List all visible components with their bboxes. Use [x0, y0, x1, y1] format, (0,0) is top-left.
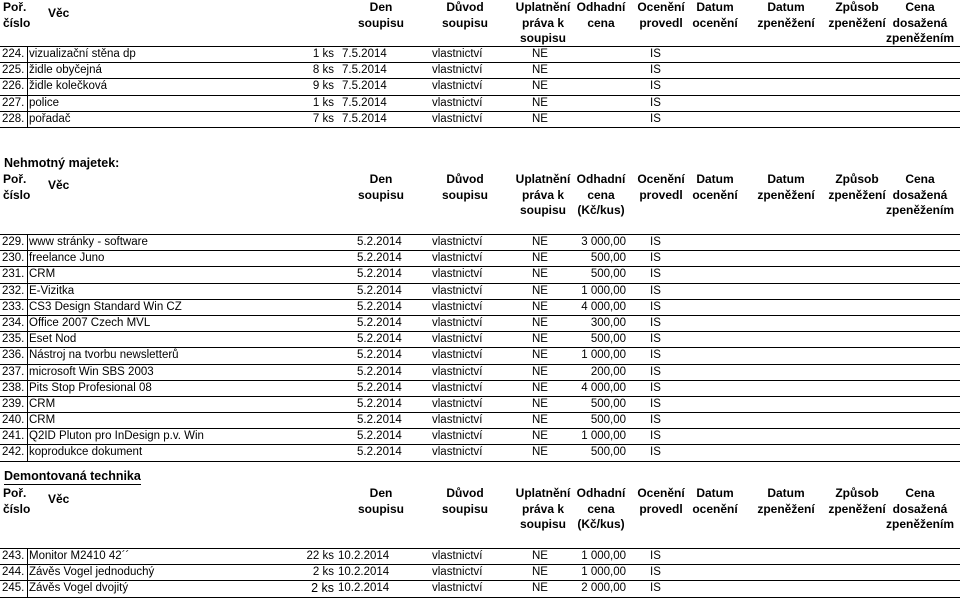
cell-date: 5.2.2014	[357, 446, 402, 459]
column-divider	[27, 235, 28, 250]
cell-price: 500,00	[590, 446, 626, 459]
cell-reason: vlastnictví	[432, 397, 483, 410]
cell-date: 5.2.2014	[357, 284, 402, 297]
table-rows	[0, 549, 960, 598]
cell-item: židle obyčejná	[29, 64, 102, 77]
cell-claim: NE	[532, 268, 548, 281]
cell-date: 7.5.2014	[342, 80, 387, 93]
table-row	[0, 235, 960, 251]
header-price: Cena dosažená zpeněžením	[885, 0, 954, 45]
cell-claim: NE	[532, 381, 548, 394]
header-reason: Důvod soupisu	[441, 486, 488, 516]
column-divider	[27, 413, 28, 428]
cell-val: IS	[650, 48, 661, 60]
section-title-dismantled: Demontovaná technika	[4, 469, 141, 483]
cell-val: IS	[650, 96, 661, 109]
cell-claim: NE	[532, 365, 548, 378]
cell-reason: vlastnictví	[432, 64, 483, 77]
header-method: Způsob zpeněžení	[828, 0, 886, 30]
cell-no: 229.	[2, 236, 25, 248]
cell-no: 224.	[2, 48, 25, 60]
cell-no: 235.	[2, 333, 25, 346]
cell-val: IS	[650, 300, 661, 313]
cell-claim: NE	[532, 300, 548, 313]
cell-val: IS	[650, 566, 661, 579]
cell-no: 228.	[2, 112, 25, 125]
table-row	[0, 565, 960, 581]
cell-reason: vlastnictví	[432, 300, 483, 313]
table-row	[0, 112, 960, 128]
cell-item: CRM	[29, 414, 56, 427]
cell-item: CRM	[29, 268, 56, 281]
table-row	[0, 63, 960, 79]
cell-item: www stránky - software	[29, 236, 148, 248]
column-divider	[27, 96, 28, 111]
cell-claim: NE	[532, 112, 548, 125]
cell-no: 232.	[2, 284, 25, 297]
cell-val: IS	[650, 268, 661, 281]
cell-item: freelance Juno	[29, 252, 105, 265]
header-claim: Uplatnění práva k soupisu	[515, 0, 571, 45]
table-row	[0, 96, 960, 112]
header-valuation: Ocenění provedl	[637, 0, 685, 30]
cell-val: IS	[650, 381, 661, 394]
column-divider	[27, 316, 28, 331]
cell-val: IS	[650, 64, 661, 77]
cell-item: židle kolečková	[29, 80, 107, 93]
cell-price: 1 000,00	[581, 349, 626, 362]
header-reason: Důvod soupisu	[441, 0, 488, 30]
table-row	[0, 549, 960, 565]
cell-reason: vlastnictví	[432, 252, 483, 265]
cell-price: 1 000,00	[581, 430, 626, 443]
header-price: Cena dosažená zpeněžením	[885, 486, 954, 531]
cell-claim: NE	[532, 252, 548, 265]
cell-date: 5.2.2014	[357, 316, 402, 329]
cell-item: Office 2007 Czech MVL	[29, 316, 151, 329]
cell-reason: vlastnictví	[432, 80, 483, 93]
cell-reason: vlastnictví	[432, 566, 483, 579]
table-row	[0, 316, 960, 332]
cell-claim: NE	[532, 446, 548, 459]
cell-no: 241.	[2, 430, 25, 443]
header-no: Poř. číslo	[3, 172, 31, 202]
header-val-date: Datum ocenění	[692, 0, 738, 30]
table-row	[0, 284, 960, 300]
cell-qty: 1 ks	[312, 48, 334, 60]
cell-reason: vlastnictví	[432, 284, 483, 297]
cell-item: Eset Nod	[29, 333, 77, 346]
cell-no: 225.	[2, 64, 25, 77]
cell-price: 300,00	[590, 316, 626, 329]
cell-date: 5.2.2014	[357, 252, 402, 265]
cell-qty: 9 ks	[312, 80, 334, 93]
cell-no: 244.	[2, 566, 25, 579]
cell-claim: NE	[532, 64, 548, 77]
cell-claim: NE	[532, 48, 548, 60]
cell-reason: vlastnictví	[432, 365, 483, 378]
cell-claim: NE	[532, 430, 548, 443]
cell-price: 1 000,00	[581, 566, 626, 579]
cell-qty: 7 ks	[312, 112, 334, 125]
cell-date: 5.2.2014	[357, 397, 402, 410]
header-sale-date: Datum zpeněžení	[757, 0, 815, 30]
cell-item: police	[29, 96, 60, 109]
column-divider	[27, 581, 28, 596]
header-reason: Důvod soupisu	[441, 172, 488, 202]
cell-item: Pits Stop Profesional 08	[29, 381, 152, 394]
cell-price: 500,00	[590, 268, 626, 281]
table-row	[0, 413, 960, 429]
column-divider	[27, 300, 28, 315]
cell-claim: NE	[532, 316, 548, 329]
header-method: Způsob zpeněžení	[828, 486, 886, 516]
cell-price: 1 000,00	[581, 284, 626, 297]
cell-reason: vlastnictví	[432, 112, 483, 125]
cell-reason: vlastnictví	[432, 430, 483, 443]
cell-price: 2 000,00	[581, 582, 626, 595]
table-header	[0, 172, 960, 235]
cell-date: 5.2.2014	[357, 268, 402, 281]
header-item: Věc	[48, 492, 70, 506]
column-divider	[27, 429, 28, 444]
cell-no: 242.	[2, 446, 25, 459]
cell-reason: vlastnictví	[432, 316, 483, 329]
table-row	[0, 267, 960, 283]
cell-claim: NE	[532, 333, 548, 346]
table-row	[0, 332, 960, 348]
cell-item: CRM	[29, 397, 56, 410]
cell-item: Q2ID Pluton pro InDesign p.v. Win	[29, 430, 204, 443]
column-divider	[27, 549, 28, 564]
cell-item: Závěs Vogel dvojitý	[29, 582, 129, 595]
cell-claim: NE	[532, 236, 548, 248]
header-valuation: Ocenění provedl	[637, 486, 685, 516]
cell-reason: vlastnictví	[432, 349, 483, 362]
header-claim: Uplatnění práva k soupisu	[515, 486, 571, 531]
cell-claim: NE	[532, 349, 548, 362]
table-row	[0, 397, 960, 413]
cell-price: 200,00	[590, 365, 626, 378]
cell-date: 5.2.2014	[357, 414, 402, 427]
section-title-intangible: Nehmotný majetek:	[4, 156, 120, 170]
cell-date: 7.5.2014	[342, 112, 387, 125]
column-divider	[27, 565, 28, 580]
cell-date: 10.2.2014	[338, 566, 390, 579]
column-divider	[27, 267, 28, 282]
table-row	[0, 381, 960, 397]
cell-price: 1 000,00	[581, 550, 626, 562]
table-row	[0, 348, 960, 364]
header-no: Poř. číslo	[3, 0, 31, 30]
cell-item: vizualizační stěna dp	[29, 48, 136, 60]
dismantled-equipment-section	[0, 486, 960, 598]
column-divider	[27, 348, 28, 363]
header-estimate-unit: Odhadní cena (Kč/kus)	[576, 486, 626, 531]
cell-no: 239.	[2, 397, 25, 410]
cell-item: microsoft Win SBS 2003	[29, 365, 154, 378]
header-sale-date: Datum zpeněžení	[757, 172, 815, 202]
cell-item: pořadač	[29, 112, 71, 125]
cell-date: 5.2.2014	[357, 300, 402, 313]
cell-val: IS	[650, 80, 661, 93]
cell-date: 5.2.2014	[357, 381, 402, 394]
header-estimate: Odhadní cena	[576, 0, 626, 30]
cell-price: 4 000,00	[581, 381, 626, 394]
header-estimate-unit: Odhadní cena (Kč/kus)	[576, 172, 626, 217]
cell-reason: vlastnictví	[432, 550, 483, 562]
cell-reason: vlastnictví	[432, 268, 483, 281]
table-row	[0, 47, 960, 63]
cell-date: 5.2.2014	[357, 365, 402, 378]
header-date: Den soupisu	[357, 486, 404, 516]
header-sale-date: Datum zpeněžení	[757, 486, 815, 516]
cell-date: 7.5.2014	[342, 64, 387, 77]
cell-price: 3 000,00	[581, 236, 626, 248]
column-divider	[27, 63, 28, 78]
cell-val: IS	[650, 365, 661, 378]
cell-qty: 2 ks	[311, 581, 334, 596]
cell-date: 10.2.2014	[338, 582, 390, 595]
column-divider	[27, 79, 28, 94]
cell-date: 5.2.2014	[357, 430, 402, 443]
cell-val: IS	[650, 333, 661, 346]
cell-date: 7.5.2014	[342, 48, 387, 60]
table-row	[0, 251, 960, 267]
cell-no: 238.	[2, 381, 25, 394]
header-no: Poř. číslo	[3, 486, 31, 516]
cell-reason: vlastnictví	[432, 381, 483, 394]
header-method: Způsob zpeněžení	[828, 172, 886, 202]
column-divider	[27, 397, 28, 412]
cell-val: IS	[650, 112, 661, 125]
cell-qty: 22 ks	[306, 550, 334, 562]
cell-item: Nástroj na tvorbu newsletterů	[29, 349, 179, 362]
cell-no: 231.	[2, 268, 25, 281]
cell-val: IS	[650, 550, 661, 562]
table-header	[0, 0, 960, 47]
header-valuation: Ocenění provedl	[637, 172, 685, 202]
cell-no: 227.	[2, 96, 25, 109]
cell-item: Monitor M2410 42´´	[29, 550, 130, 562]
cell-item: CS3 Design Standard Win CZ	[29, 300, 182, 313]
column-divider	[27, 445, 28, 460]
cell-val: IS	[650, 236, 661, 248]
column-divider	[27, 251, 28, 266]
cell-price: 500,00	[590, 252, 626, 265]
header-date: Den soupisu	[357, 0, 404, 30]
cell-val: IS	[650, 397, 661, 410]
cell-reason: vlastnictví	[432, 96, 483, 109]
cell-no: 234.	[2, 316, 25, 329]
cell-reason: vlastnictví	[432, 48, 483, 60]
cell-claim: NE	[532, 284, 548, 297]
cell-reason: vlastnictví	[432, 236, 483, 248]
cell-no: 230.	[2, 252, 25, 265]
cell-claim: NE	[532, 397, 548, 410]
cell-claim: NE	[532, 582, 548, 595]
table-header	[0, 486, 960, 549]
cell-claim: NE	[532, 80, 548, 93]
movable-assets-section	[0, 0, 960, 128]
cell-no: 236.	[2, 349, 25, 362]
cell-qty: 8 ks	[312, 64, 334, 77]
cell-reason: vlastnictví	[432, 446, 483, 459]
cell-claim: NE	[532, 414, 548, 427]
table-rows	[0, 235, 960, 462]
header-price: Cena dosažená zpeněžením	[885, 172, 954, 217]
table-row	[0, 300, 960, 316]
header-item: Věc	[48, 178, 70, 192]
cell-price: 500,00	[590, 414, 626, 427]
header-date: Den soupisu	[357, 172, 404, 202]
column-divider	[27, 284, 28, 299]
table-rows	[0, 47, 960, 128]
cell-qty: 1 ks	[312, 96, 334, 109]
cell-reason: vlastnictví	[432, 414, 483, 427]
cell-date: 7.5.2014	[342, 96, 387, 109]
cell-no: 237.	[2, 365, 25, 378]
table-row	[0, 429, 960, 445]
cell-val: IS	[650, 582, 661, 595]
cell-price: 4 000,00	[581, 300, 626, 313]
column-divider	[27, 112, 28, 127]
header-item: Věc	[48, 6, 70, 20]
table-row	[0, 79, 960, 95]
cell-item: E-Vizitka	[29, 284, 75, 297]
cell-date: 5.2.2014	[357, 349, 402, 362]
header-val-date: Datum ocenění	[692, 486, 738, 516]
cell-no: 243.	[2, 550, 25, 562]
cell-no: 233.	[2, 300, 25, 313]
table-row	[0, 365, 960, 381]
cell-date: 5.2.2014	[357, 333, 402, 346]
table-row	[0, 581, 960, 597]
column-divider	[27, 47, 28, 62]
cell-val: IS	[650, 414, 661, 427]
cell-val: IS	[650, 252, 661, 265]
cell-val: IS	[650, 446, 661, 459]
cell-date: 10.2.2014	[338, 550, 390, 562]
table-row	[0, 445, 960, 461]
cell-val: IS	[650, 349, 661, 362]
cell-item: Závěs Vogel jednoduchý	[29, 566, 155, 579]
cell-no: 245.	[2, 582, 25, 595]
header-claim: Uplatnění práva k soupisu	[515, 172, 571, 217]
cell-reason: vlastnictví	[432, 582, 483, 595]
cell-val: IS	[650, 430, 661, 443]
cell-item: koprodukce dokument	[29, 446, 143, 459]
cell-qty: 2 ks	[312, 566, 334, 579]
cell-claim: NE	[532, 566, 548, 579]
cell-no: 226.	[2, 80, 25, 93]
cell-price: 500,00	[590, 397, 626, 410]
cell-claim: NE	[532, 96, 548, 109]
column-divider	[27, 365, 28, 380]
cell-no: 240.	[2, 414, 25, 427]
header-val-date: Datum ocenění	[692, 172, 738, 202]
cell-reason: vlastnictví	[432, 333, 483, 346]
intangible-assets-section	[0, 172, 960, 462]
cell-date: 5.2.2014	[357, 236, 402, 248]
cell-val: IS	[650, 316, 661, 329]
column-divider	[27, 381, 28, 396]
column-divider	[27, 332, 28, 347]
cell-price: 500,00	[590, 333, 626, 346]
cell-val: IS	[650, 284, 661, 297]
cell-claim: NE	[532, 550, 548, 562]
